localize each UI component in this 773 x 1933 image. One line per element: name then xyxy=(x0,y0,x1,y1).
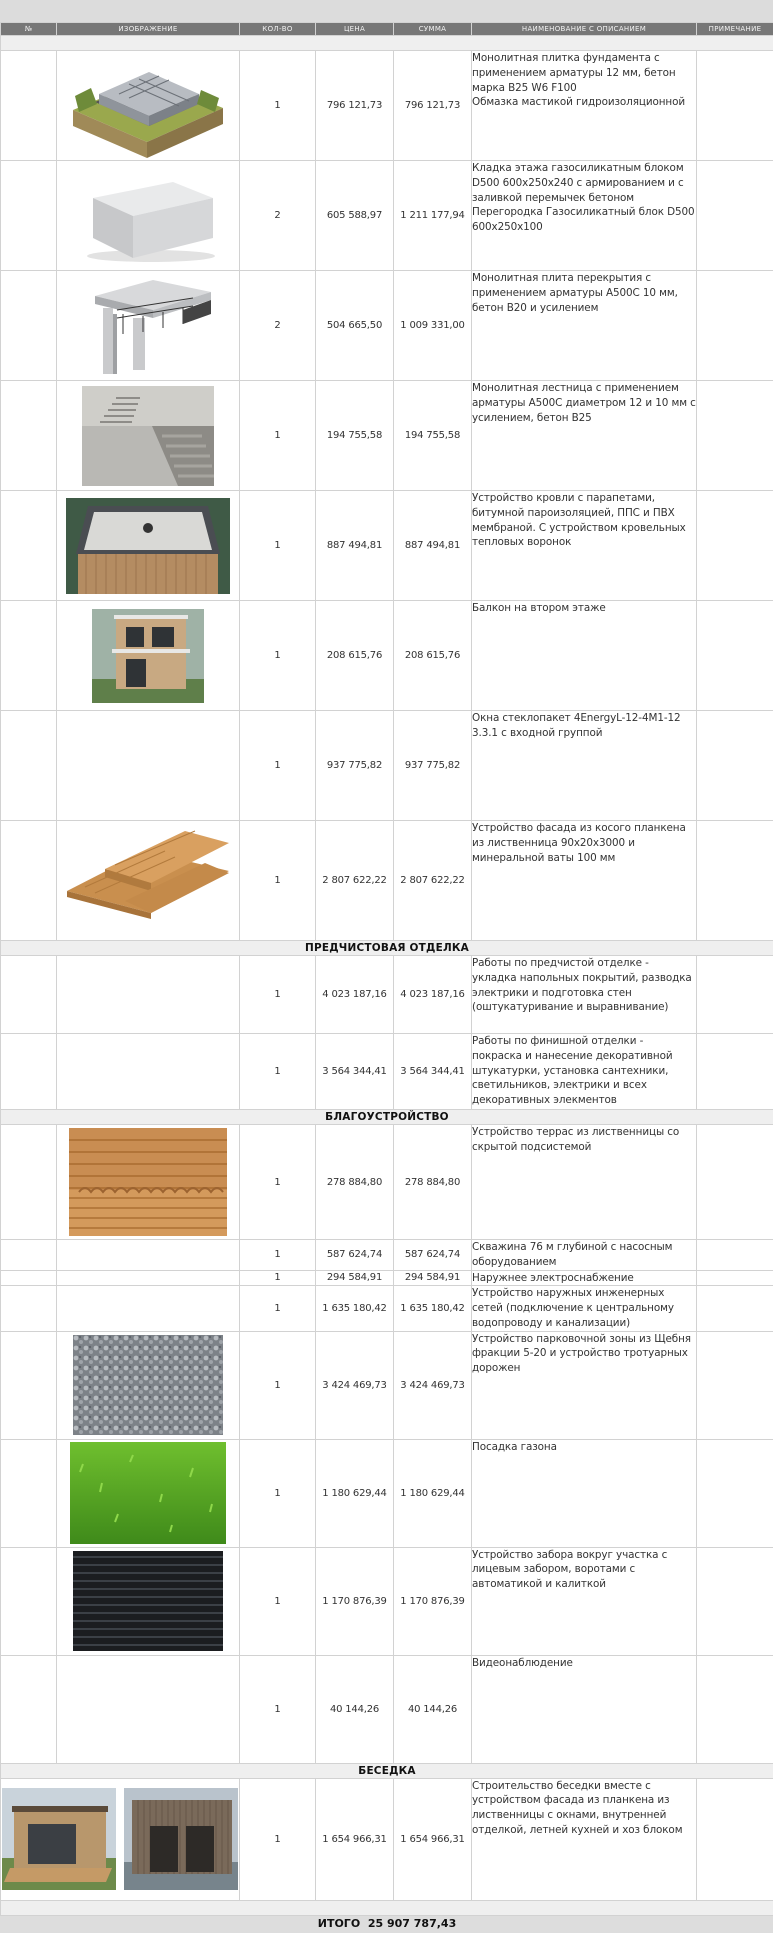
row-desc xyxy=(472,1270,697,1286)
table-row xyxy=(1,1331,773,1439)
row-desc-text: Скважина 76 м глубиной с насосным оборудованием xyxy=(472,1241,672,1268)
header-row xyxy=(1,23,773,36)
row-note xyxy=(697,1439,773,1547)
row-sum: 2 807 622,22 xyxy=(394,821,472,941)
row-desc xyxy=(472,956,697,1034)
row-desc xyxy=(472,491,697,601)
row-price: 4 023 187,16 xyxy=(316,956,394,1034)
fence-image xyxy=(73,1551,223,1651)
concrete-stairs-image xyxy=(82,386,214,486)
row-note xyxy=(697,271,773,381)
row-price: 605 588,97 xyxy=(316,161,394,271)
table-row xyxy=(1,1125,773,1240)
row-image xyxy=(57,821,240,941)
row-note xyxy=(697,821,773,941)
flat-roof-image xyxy=(66,498,230,594)
lawn-image xyxy=(70,1442,226,1544)
row-sum: 208 615,76 xyxy=(394,601,472,711)
row-desc xyxy=(472,821,697,941)
row-desc-text: Устройство террас из лиственницы со скрытой подсистемой xyxy=(472,1126,679,1153)
row-desc xyxy=(472,601,697,711)
table-row xyxy=(1,271,773,381)
deck-boards-image xyxy=(69,1128,227,1236)
row-sum: 294 584,91 xyxy=(394,1270,472,1286)
row-sum: 1 635 180,42 xyxy=(394,1286,472,1331)
row-qty: 1 xyxy=(240,1547,316,1655)
row-desc-text: Устройство фасада из косого планкена из лиственница 90х20х3000 и минеральной ваты 100 мм xyxy=(472,822,686,864)
row-qty: 1 xyxy=(240,1125,316,1240)
row-price: 1 170 876,39 xyxy=(316,1547,394,1655)
row-qty: 1 xyxy=(240,1240,316,1271)
header-sum: СУММА xyxy=(394,23,472,36)
row-price: 194 755,58 xyxy=(316,381,394,491)
row-desc-text: Видеонаблюдение xyxy=(472,1657,573,1669)
row-sum: 4 023 187,16 xyxy=(394,956,472,1034)
wood-planks-image xyxy=(65,829,231,933)
row-image xyxy=(57,161,240,271)
row-sum: 40 144,26 xyxy=(394,1655,472,1763)
row-desc-text: Посадка газона xyxy=(472,1441,557,1453)
row-desc-text: Кладка этажа газосиликатным блоком D500 600х250х240 с армированием и с заливкой перемычек бетоном Перегородка Газосиликатный блок D500 600х250х100 xyxy=(472,162,695,233)
row-qty: 1 xyxy=(240,491,316,601)
row-sum: 278 884,80 xyxy=(394,1125,472,1240)
row-no xyxy=(1,1240,57,1271)
row-desc xyxy=(472,1439,697,1547)
row-price: 3 564 344,41 xyxy=(316,1034,394,1110)
row-qty: 2 xyxy=(240,161,316,271)
total-cell xyxy=(1,1915,773,1932)
row-image xyxy=(57,1286,240,1331)
row-qty: 1 xyxy=(240,1331,316,1439)
table-row xyxy=(1,51,773,161)
row-no xyxy=(1,161,57,271)
row-image xyxy=(57,1034,240,1110)
row-desc-text: Работы по финишной отделки - покраска и нанесение декоративной штукатурки, установка сантехники, светильников, электрики и всех декоративных элекментов xyxy=(472,1035,673,1106)
row-note xyxy=(697,1286,773,1331)
row-no xyxy=(1,381,57,491)
row-note xyxy=(697,956,773,1034)
row-desc xyxy=(472,271,697,381)
estimate-table xyxy=(0,22,773,1933)
section-besedka xyxy=(1,1763,773,1778)
header-note: ПРИМЕЧАНИЕ xyxy=(697,23,773,36)
row-no xyxy=(1,51,57,161)
row-image xyxy=(57,1655,240,1763)
row-sum: 587 624,74 xyxy=(394,1240,472,1271)
row-desc xyxy=(472,1778,697,1900)
gravel-image xyxy=(73,1335,223,1435)
table-row xyxy=(1,1240,773,1271)
total-label: ИТОГО xyxy=(318,1917,360,1930)
row-desc-text: Строительство беседки вместе с устройством фасада из планкена из лиственницы с окнами, внутренней отделкой, летней кухней и хоз блоком xyxy=(472,1780,682,1836)
row-sum: 3 424 469,73 xyxy=(394,1331,472,1439)
row-no xyxy=(1,711,57,821)
row-image xyxy=(1,1778,240,1900)
row-no xyxy=(1,1655,57,1763)
gazebo-image xyxy=(2,1788,238,1890)
row-sum: 194 755,58 xyxy=(394,381,472,491)
row-desc-text: Устройство забора вокруг участка с лицевым забором, воротами с автоматикой и калиткой xyxy=(472,1549,667,1591)
row-sum: 1 180 629,44 xyxy=(394,1439,472,1547)
row-desc-text: Окна стеклопакет 4EnergyL-12-4M1-12 3.3.1 с входной группой xyxy=(472,712,681,739)
row-image xyxy=(57,601,240,711)
row-image xyxy=(57,491,240,601)
row-qty: 1 xyxy=(240,956,316,1034)
row-image xyxy=(57,51,240,161)
row-no xyxy=(1,271,57,381)
row-no xyxy=(1,1547,57,1655)
row-desc xyxy=(472,161,697,271)
table-row xyxy=(1,1270,773,1286)
row-note xyxy=(697,491,773,601)
row-sum: 1 170 876,39 xyxy=(394,1547,472,1655)
total-value: 25 907 787,43 xyxy=(368,1917,456,1930)
table-row xyxy=(1,1778,773,1900)
spacer-row xyxy=(1,36,773,51)
row-image xyxy=(57,1439,240,1547)
row-no xyxy=(1,956,57,1034)
row-note xyxy=(697,1240,773,1271)
row-qty: 1 xyxy=(240,1439,316,1547)
row-qty: 1 xyxy=(240,1655,316,1763)
row-image xyxy=(57,271,240,381)
table-row xyxy=(1,821,773,941)
row-desc xyxy=(472,1034,697,1110)
row-no xyxy=(1,1439,57,1547)
row-price: 2 807 622,22 xyxy=(316,821,394,941)
row-image xyxy=(57,1125,240,1240)
row-price: 1 180 629,44 xyxy=(316,1439,394,1547)
spacer-row xyxy=(1,1900,773,1915)
row-desc xyxy=(472,51,697,161)
row-price: 1 654 966,31 xyxy=(316,1778,394,1900)
row-qty: 1 xyxy=(240,711,316,821)
row-no xyxy=(1,1270,57,1286)
row-image xyxy=(57,1547,240,1655)
row-price: 587 624,74 xyxy=(316,1240,394,1271)
row-qty: 1 xyxy=(240,1286,316,1331)
row-desc-text: Устройство наружных инженерных сетей (подключение к центральному водопроводу и канализации) xyxy=(472,1287,674,1329)
row-note xyxy=(697,161,773,271)
row-desc xyxy=(472,711,697,821)
row-desc-text: Устройство кровли с парапетами, битумной пароизоляцией, ППС и ПВХ мембраной. С устройством кровельных тепловых воронок xyxy=(472,492,686,548)
row-no xyxy=(1,1125,57,1240)
header-qty: КОЛ-ВО xyxy=(240,23,316,36)
row-sum: 1 009 331,00 xyxy=(394,271,472,381)
table-row xyxy=(1,711,773,821)
row-desc-text: Монолитная лестница с применением арматуры А500С диаметром 12 и 10 мм с усилением, бетон В25 xyxy=(472,382,696,424)
row-qty: 1 xyxy=(240,821,316,941)
row-note xyxy=(697,1034,773,1110)
row-no xyxy=(1,491,57,601)
row-price: 294 584,91 xyxy=(316,1270,394,1286)
table-row xyxy=(1,1655,773,1763)
gas-silicate-block-image xyxy=(73,168,223,264)
row-note xyxy=(697,601,773,711)
row-price: 278 884,80 xyxy=(316,1125,394,1240)
table-row xyxy=(1,161,773,271)
row-desc-text: Монолитная плитка фундамента с применением арматуры 12 мм, бетон марка В25 W6 F100 Обмазка мастикой гидроизоляционной xyxy=(472,52,685,108)
row-qty: 2 xyxy=(240,271,316,381)
table-row xyxy=(1,491,773,601)
row-desc-text: Работы по предчистой отделке - укладка напольных покрытий, разводка электрики и подготовка стен (оштукатуривание и выравнивание) xyxy=(472,957,692,1013)
row-desc-text: Балкон на втором этаже xyxy=(472,602,606,614)
row-note xyxy=(697,711,773,821)
header-price: ЦЕНА xyxy=(316,23,394,36)
table-row xyxy=(1,1547,773,1655)
row-no xyxy=(1,1034,57,1110)
section-blago xyxy=(1,1110,773,1125)
row-desc xyxy=(472,1240,697,1271)
row-note xyxy=(697,1655,773,1763)
floor-slab-image xyxy=(73,274,223,378)
row-sum: 3 564 344,41 xyxy=(394,1034,472,1110)
row-image xyxy=(57,1270,240,1286)
row-desc xyxy=(472,1331,697,1439)
row-no xyxy=(1,821,57,941)
row-price: 40 144,26 xyxy=(316,1655,394,1763)
top-band xyxy=(0,0,773,22)
foundation-slab-image xyxy=(69,54,227,158)
header-no: № xyxy=(1,23,57,36)
row-note xyxy=(697,1778,773,1900)
section-title: ПРЕДЧИСТОВАЯ ОТДЕЛКА xyxy=(1,941,773,956)
row-note xyxy=(697,1125,773,1240)
row-sum: 887 494,81 xyxy=(394,491,472,601)
row-sum: 796 121,73 xyxy=(394,51,472,161)
table-row xyxy=(1,1286,773,1331)
row-desc xyxy=(472,1547,697,1655)
row-no xyxy=(1,601,57,711)
row-image xyxy=(57,1240,240,1271)
row-image xyxy=(57,1331,240,1439)
table-row xyxy=(1,381,773,491)
row-price: 1 635 180,42 xyxy=(316,1286,394,1331)
row-price: 796 121,73 xyxy=(316,51,394,161)
table-row xyxy=(1,1439,773,1547)
row-no xyxy=(1,1286,57,1331)
row-desc-text: Монолитная плита перекрытия с применением арматуры А500С 10 мм, бетон В20 и усилением xyxy=(472,272,678,314)
total-row xyxy=(1,1915,773,1932)
row-note xyxy=(697,1547,773,1655)
row-qty: 1 xyxy=(240,381,316,491)
balcony-house-image xyxy=(92,609,204,703)
row-image xyxy=(57,381,240,491)
row-qty: 1 xyxy=(240,1034,316,1110)
row-desc xyxy=(472,381,697,491)
row-sum: 937 775,82 xyxy=(394,711,472,821)
row-note xyxy=(697,1331,773,1439)
row-note xyxy=(697,1270,773,1286)
row-qty: 1 xyxy=(240,1778,316,1900)
row-note xyxy=(697,381,773,491)
table-row xyxy=(1,956,773,1034)
section-title: БЕСЕДКА xyxy=(1,1763,773,1778)
row-price: 887 494,81 xyxy=(316,491,394,601)
header-image: ИЗОБРАЖЕНИЕ xyxy=(57,23,240,36)
row-price: 937 775,82 xyxy=(316,711,394,821)
row-image xyxy=(57,956,240,1034)
row-sum: 1 654 966,31 xyxy=(394,1778,472,1900)
row-desc xyxy=(472,1655,697,1763)
table-row xyxy=(1,601,773,711)
table-row xyxy=(1,1034,773,1110)
row-qty: 1 xyxy=(240,51,316,161)
row-no xyxy=(1,1331,57,1439)
header-name: НАИМЕНОВАНИЕ С ОПИСАНИЕМ xyxy=(472,23,697,36)
row-note xyxy=(697,51,773,161)
section-title: БЛАГОУСТРОЙСТВО xyxy=(1,1110,773,1125)
row-desc xyxy=(472,1125,697,1240)
row-price: 208 615,76 xyxy=(316,601,394,711)
row-desc-text: Устройство парковочной зоны из Щебня фракции 5-20 и устройство тротуарных дорожен xyxy=(472,1333,691,1375)
row-qty: 1 xyxy=(240,1270,316,1286)
row-qty: 1 xyxy=(240,601,316,711)
row-desc xyxy=(472,1286,697,1331)
row-image xyxy=(57,711,240,821)
row-price: 3 424 469,73 xyxy=(316,1331,394,1439)
section-predchist xyxy=(1,941,773,956)
row-desc-text: Наружнее электроснабжение xyxy=(472,1272,634,1284)
row-sum: 1 211 177,94 xyxy=(394,161,472,271)
row-price: 504 665,50 xyxy=(316,271,394,381)
